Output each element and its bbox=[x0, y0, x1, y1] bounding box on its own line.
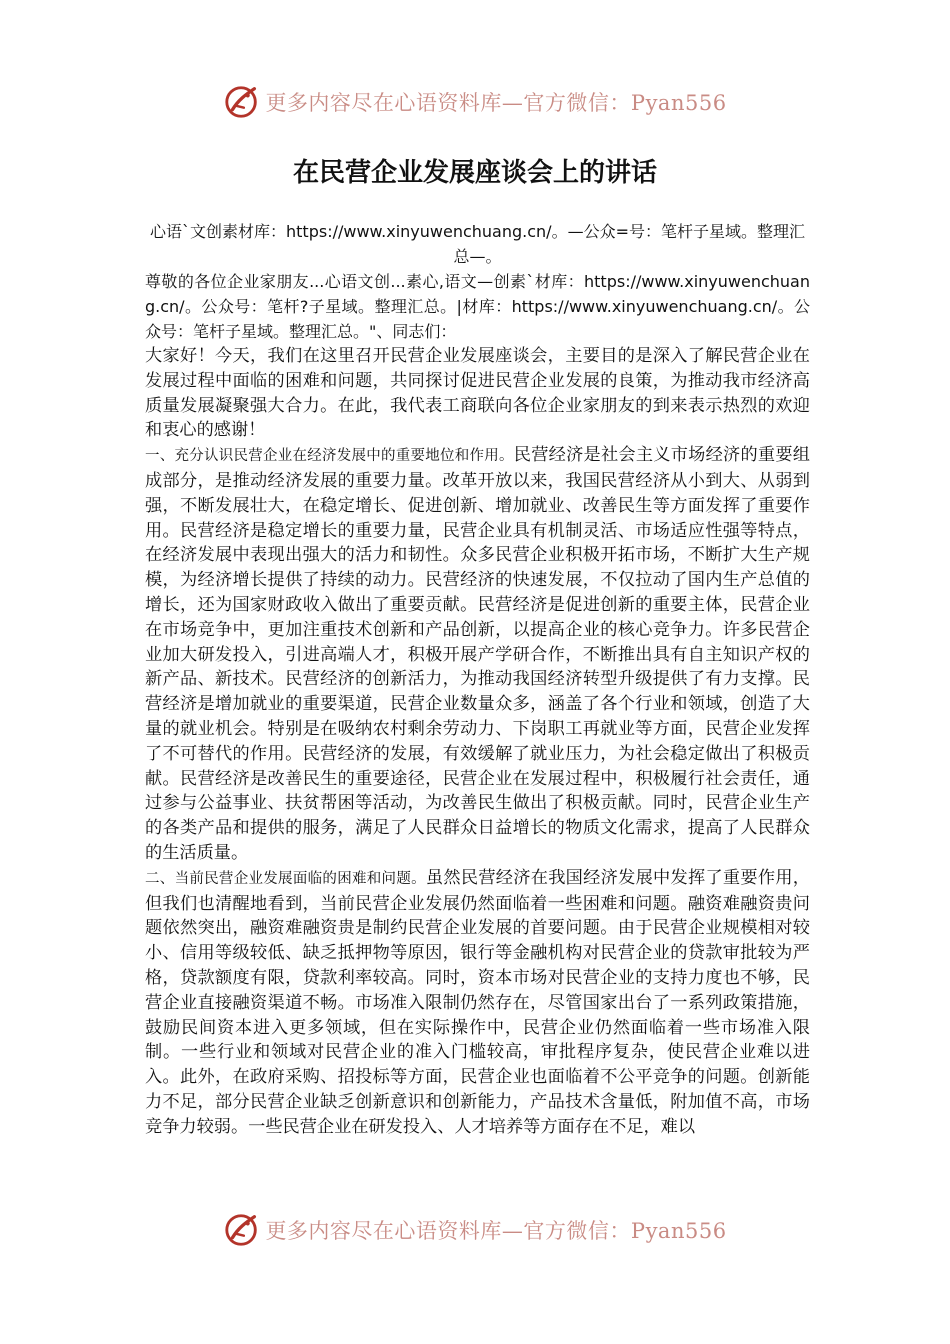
paragraph-section-one bbox=[145, 443, 810, 866]
banner-text: 更多内容尽在心语资料库—官方微信：Pyan556 bbox=[265, 1219, 727, 1243]
header-watermark-banner bbox=[0, 80, 950, 124]
section-one-heading: 一、充分认识民营企业在经济发展中的重要地位和作用。 bbox=[145, 448, 514, 465]
paragraph-section-two bbox=[145, 866, 810, 1140]
brand-logo-icon bbox=[223, 1211, 261, 1249]
brand-logo-icon bbox=[223, 83, 261, 121]
speech-text bbox=[145, 344, 810, 1140]
section-two-text: 虽然民营经济在我国经济发展中发挥了重要作用，但我们也清醒地看到，当前民营企业发展仍然面临着一些困难和问题。融资难融资贵问题依然突出，融资难融资贵是制约民营企业发展的首要问题。由于民营企业规模相对较小、信用等级较低、缺乏抵押物等原因，银行等金融机构对民营企业的贷款审批较为严格，贷款额度有限，贷款利率较高。同时，资本市场对民营企业的支持力度也不够，民营企业直接融资渠道不畅。市场准入限制仍然存在，尽管国家出台了一系列政策措施，鼓励民间资本进入更多领域，但在实际操作中，民营企业仍然面临着一些市场准入限制。一些行业和领域对民营企业的准入门槛较高，审批程序复杂，使民营企业难以进入。此外，在政府采购、招投标等方面，民营企业也面临着不公平竞争的问题。创新能力不足，部分民营企业缺乏创新意识和创新能力，产品技术含量低，附加值不高，市场竞争力较弱。一些民营企业在研发投入、人才培养等方面存在不足，难以 bbox=[145, 867, 810, 1137]
section-two-heading: 二、当前民营企业发展面临的困难和问题。 bbox=[145, 870, 426, 887]
document-body bbox=[145, 219, 810, 1140]
footer-watermark-banner bbox=[0, 1208, 950, 1252]
section-one-text: 民营经济是社会主义市场经济的重要组成部分，是推动经济发展的重要力量。改革开放以来，我国民营经济从小到大、从弱到强，不断发展壮大，在稳定增长、促进创新、增加就业、改善民生等方面发挥了重要作用。民营经济是稳定增长的重要力量，民营企业具有机制灵活、市场适应性强等特点，在经济发展中表现出强大的活力和韧性。众多民营企业积极开拓市场，不断扩大生产规模，为经济增长提供了持续的动力。民营经济的快速发展，不仅拉动了国内生产总值的增长，还为国家财政收入做出了重要贡献。民营经济是促进创新的重要主体，民营企业在市场竞争中，更加注重技术创新和产品创新，以提高企业的核心竞争力。许多民营企业加大研发投入，引进高端人才，积极开展产学研合作，不断推出具有自主知识产权的新产品、新技术。民营经济的创新活力，为推动我国经济转型升级提供了有力支撑。民营经济是增加就业的重要渠道，民营企业数量众多，涵盖了各个行业和领域，创造了大量的就业机会。特别是在吸纳农村剩余劳动力、下岗职工再就业等方面，民营企业发挥了不可替代的作用。民营经济的发展，有效缓解了就业压力，为社会稳定做出了积极贡献。民营经济是改善民生的重要途径，民营企业在发展过程中，积极履行社会责任，通过参与公益事业、扶贫帮困等活动，为改善民生做出了积极贡献。同时，民营企业生产的各类产品和提供的服务，满足了人民群众日益增长的物质文化需求，提高了人民群众的生活质量。 bbox=[145, 445, 810, 863]
document-title: 在民营企业发展座谈会上的讲话 bbox=[292, 158, 657, 188]
source-note-line: 心语`文创素材库：https://www.xinyuwenchuang.cn/。—公众=号：笔杆子星域。整理汇总—。 bbox=[150, 222, 805, 266]
paragraph-greeting: 大家好！今天，我们在这里召开民营企业发展座谈会，主要目的是深入了解民营企业在发展过程中面临的困难和问题，共同探讨促进民营企业发展的良策，为推动我市经济高质量发展凝聚强大合力。在此，我代表工商联向各位企业家朋友的到来表示热烈的欢迎和衷心的感谢！ bbox=[145, 346, 810, 441]
salutation-source-note: 尊敬的各位企业家朋友...心语文创...素心,语文—创素`材库：https://www.xinyuwenchuang.cn/。公众号：笔杆?子星域。整理汇总。|材库：https://www.xinyuwenchuang.cn/。公众号：笔杆子星域。整理汇总。"、同志们： bbox=[145, 272, 810, 341]
banner-text: 更多内容尽在心语资料库—官方微信：Pyan556 bbox=[265, 91, 727, 115]
